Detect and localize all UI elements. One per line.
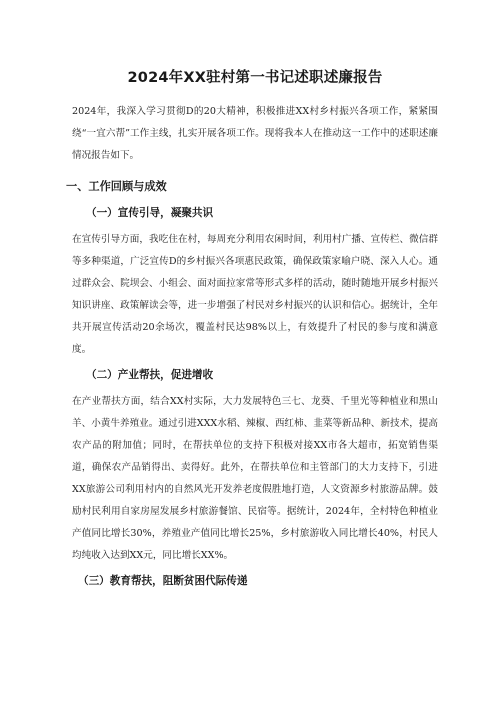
industry-paragraph: 在产业帮扶方面，结合XX村实际，大力发展特色三七、龙葵、千里光等种植业和黑山羊、小黄牛养殖业。通过引进XXX水稻、辣椒、西红柿、韭菜等新品种、新技术，提高农产品的附加值；同时，在帮扶单位的支持下积极对接XX市各大超市，拓宽销售渠道，确保农产品销得出、卖得好。此外，在帮扶单位和主管部门的大力支持下，引进XX旅游公司利用村内的自然风光开发养老度假胜地打造，人文资源乡村旅游品牌。鼓励村民利用自家房屋发展乡村旅游餐馆、民宿等。据统计，2024年，全村特色种植业产值同比增长30%，养殖业产值同比增长25%，乡村旅游收入同比增长40%，村民人均纯收入达到XX元，同比增长XX%。 — [72, 396, 438, 561]
subsection-heading-industry: （二）产业帮扶，促进增收 — [86, 369, 214, 381]
subsection-heading-education: （三）教育帮扶，阻断贫困代际传递 — [78, 575, 248, 587]
section-heading-review: 一、工作回顾与成效 — [66, 180, 167, 193]
document-title: 2024年XX驻村第一书记述职述廉报告 — [127, 70, 383, 86]
subsection-heading-publicity: （一）宣传引导，凝聚共识 — [86, 207, 214, 219]
publicity-paragraph: 在宣传引导方面，我吃住在村，每周充分利用农闲时间，利用村广播、宣传栏、微信群等多种渠道，广泛宣传D的乡村振兴各项惠民政策，确保政策家喻户晓、深入人心。通过群众会、院坝会、小组会、面对面拉家常等形式多样的活动，随时随地开展乡村振兴知识讲座、政策解读会等，进一步增强了村民对乡村振兴的认识和信心。据统计，全年共开展宣传活动20余场次，覆盖村民达98%以上，有效提升了村民的参与度和满意度。 — [72, 234, 438, 355]
intro-paragraph: 2024年，我深入学习贯彻D的20大精神，积极推进XX村乡村振兴各项工作，紧紧围绕“一宜六帮”工作主线，扎实开展各项工作。现将我本人在推动这一工作中的述职述廉情况报告如下。 — [72, 106, 438, 161]
